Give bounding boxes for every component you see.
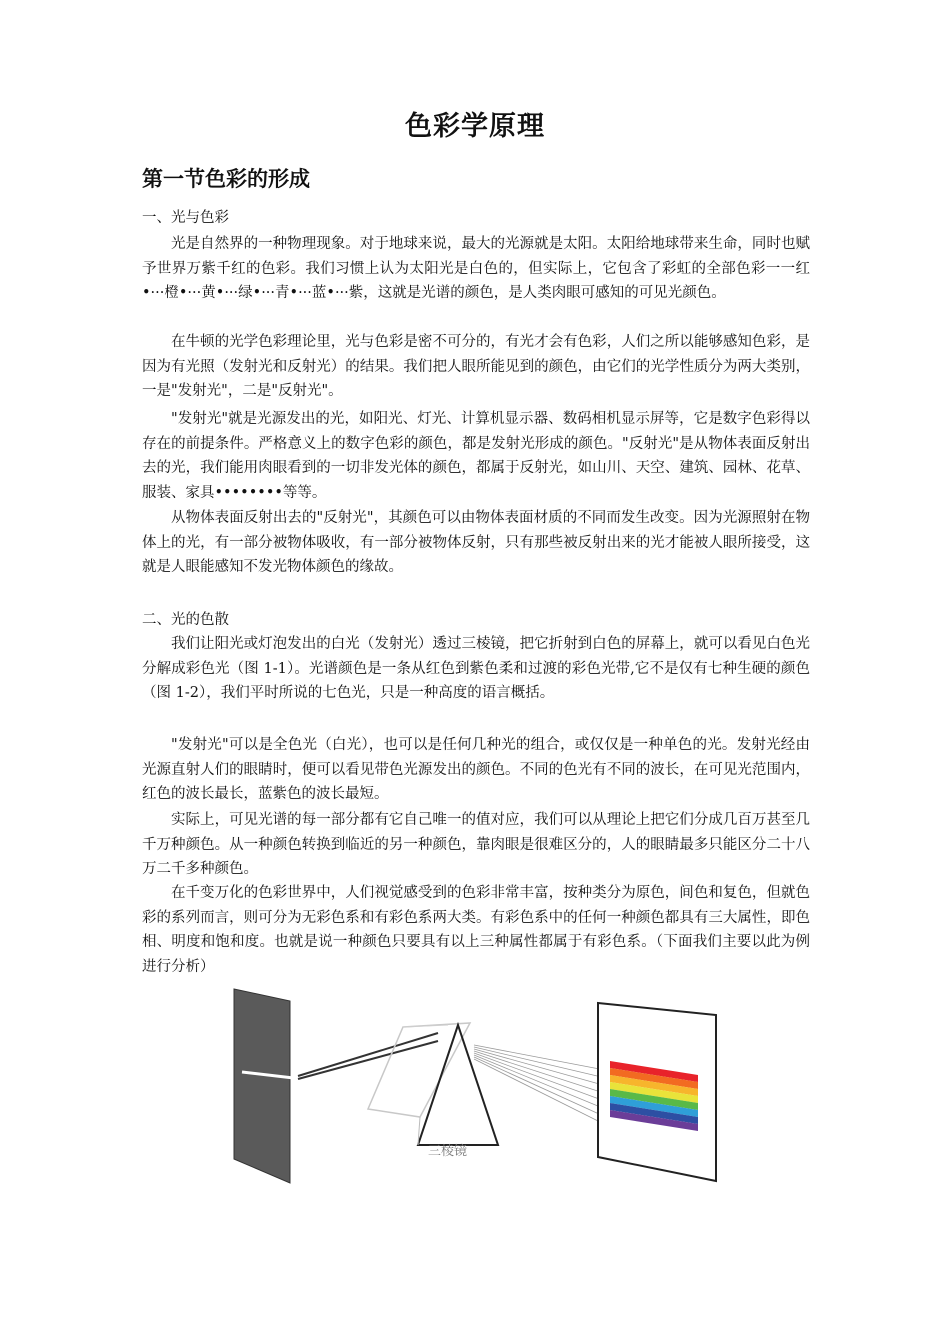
dispersed-rays xyxy=(474,1045,610,1127)
prism-label: 三棱镜 xyxy=(428,1144,468,1159)
paragraph: "发射光"就是光源发出的光，如阳光、灯光、计算机显示器、数码相机显示屏等，它是数字色彩得以存在的前提条件。严格意义上的数字色彩的颜色，都是发射光形成的颜色。"反射光"是从物体表面反射出去的光，我们能用肉眼看到的一切非发光体的颜色，都属于反射光，如山川、天空、建筑、园林、花草、服装、家具••••••••等等。 xyxy=(142,411,810,501)
page-title: 色彩学原理 xyxy=(405,111,545,142)
paragraph: 在牛顿的光学色彩理论里，光与色彩是密不可分的，有光才会有色彩，人们之所以能够感知色彩，是因为有光照（发射光和反射光）的结果。我们把人眼所能见到的颜色，由它们的光学性质分为两大类别，一是"发射光"，二是"反射光"。 xyxy=(142,334,810,399)
paragraph: 我们让阳光或灯泡发出的白光（发射光）透过三棱镜，把它折射到白色的屏幕上，就可以看见白色光分解成彩色光（图 1-1）。光谱颜色是一条从红色到紫色柔和过渡的彩色光带,它不是仅有七种生硬的颜色（图 1-2），我们平时所说的七色光，只是一种高度的语言概括。 xyxy=(142,636,810,701)
paragraph: 从物体表面反射出去的"反射光"，其颜色可以由物体表面材质的不同而发生改变。因为光源照射在物体上的光，有一部分被物体吸收，有一部分被物体反射，只有那些被反射出来的光才能被人眼所接受，这就是人眼能感知不发光物体颜色的缘故。 xyxy=(142,510,810,575)
prism-dispersion-figure xyxy=(228,985,723,1185)
subsection-heading-light-color: 一、光与色彩 xyxy=(142,210,229,226)
paragraph: 在千变万化的色彩世界中，人们视觉感受到的色彩非常丰富，按种类分为原色，间色和复色，但就色彩的系列而言，则可分为无彩色系和有彩色系两大类。有彩色系中的任何一种颜色都具有三大属性，即色相、明度和饱和度。也就是说一种颜色只要具有以上三种属性都属于有彩色系。（下面我们主要以此为例进行分析） xyxy=(142,885,810,975)
paragraph: 光是自然界的一种物理现象。对于地球来说，最大的光源就是太阳。太阳给地球带来生命，同时也赋予世界万紫千红的色彩。我们习惯上认为太阳光是白色的，但实际上，它包含了彩虹的全部色彩一一红•···橙•···黄•···绿•···青•···蓝•···紫，这就是光谱的颜色，是人类肉眼可感知的可见光颜色。 xyxy=(142,236,810,301)
paragraph: "发射光"可以是全色光（白光），也可以是任何几种光的组合，或仅仅是一种单色的光。发射光经由光源直射人们的眼睛时，便可以看见带色光源发出的颜色。不同的色光有不同的波长，在可见光范围内，红色的波长最长，蓝紫色的波长最短。 xyxy=(142,737,810,802)
slit-panel xyxy=(234,989,290,1183)
subsection-heading-dispersion: 二、光的色散 xyxy=(142,612,229,628)
section-heading: 第一节色彩的形成 xyxy=(142,167,310,191)
paragraph: 实际上，可见光谱的每一部分都有它自己唯一的值对应，我们可以从理论上把它们分成几百万甚至几千万种颜色。从一种颜色转换到临近的另一种颜色，靠肉眼是很难区分的，人的眼睛最多只能区分二十八万二千多种颜色。 xyxy=(142,812,810,877)
